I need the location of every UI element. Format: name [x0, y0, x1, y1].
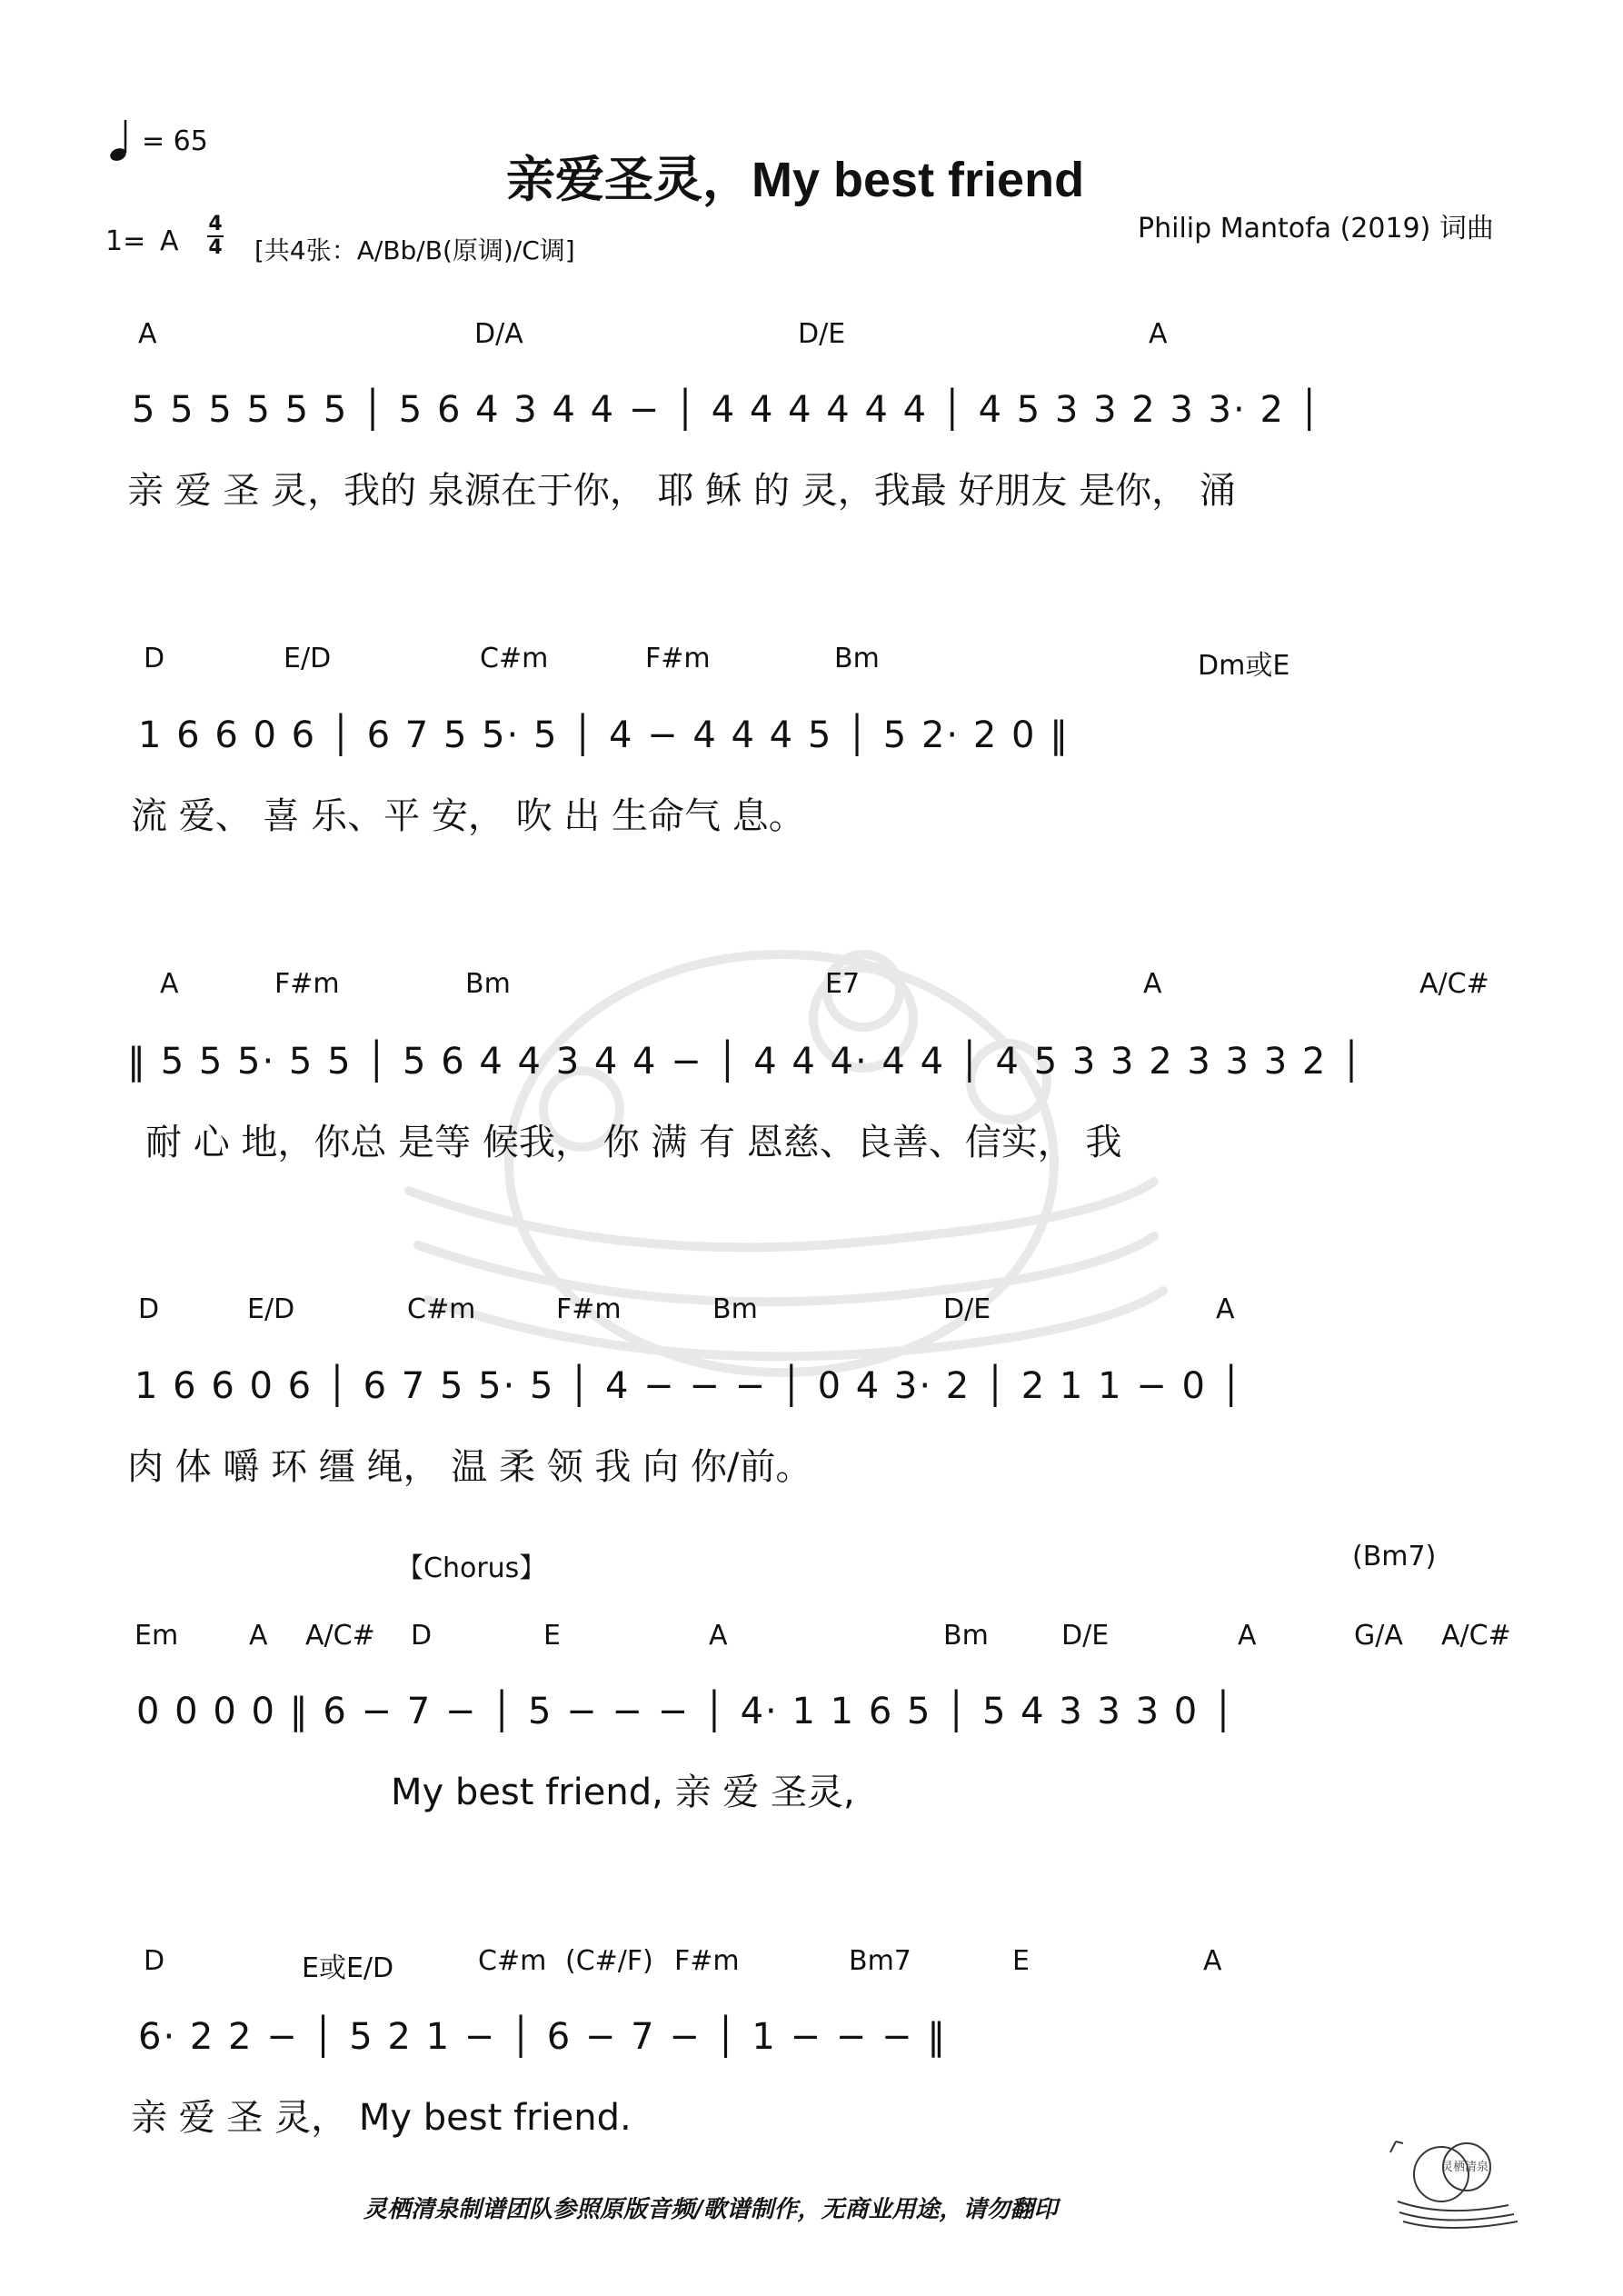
lyric-line: 耐 心 地，你总 是等 候我， 你 满 有 恩慈、良善、信实， 我 [145, 1122, 1122, 1163]
lyric-line: 亲 爱 圣 灵，我的 泉源在于你， 耶 稣 的 灵，我最 好朋友 是你， 涌 [127, 470, 1236, 512]
chord: A [1143, 968, 1162, 1000]
author: Philip Mantofa (2019) 词曲 [1138, 213, 1494, 245]
chord: A [138, 318, 157, 350]
notation-line: 1 6 6 0 6 │ 6 7 5 5· 5 │ 4 − 4 4 4 5 │ 5 2· 2 0 ‖ [138, 714, 1070, 756]
key-name: A [160, 225, 179, 257]
chord: D [144, 643, 165, 674]
chord: (Bm7) [1352, 1541, 1437, 1572]
chord: C#m [407, 1293, 476, 1325]
chord: A [249, 1620, 268, 1652]
chord: E/D [284, 643, 332, 674]
chord: A [1203, 1945, 1222, 1977]
chord: A [1238, 1620, 1257, 1652]
notation-line: 6· 2 2 − │ 5 2 1 − │ 6 − 7 − │ 1 − − − ‖ [138, 2016, 948, 2058]
chord: F#m [674, 1945, 740, 1977]
key-versions: [共4张：A/Bb/B(原调)/C调] [254, 235, 575, 265]
chord: D/A [474, 318, 523, 350]
chord: Em [134, 1620, 179, 1652]
lyric-line: My best friend, 亲 爱 圣灵, [391, 1772, 855, 1813]
section-label: 【Chorus】 [396, 1552, 547, 1584]
chord: C#m [478, 1945, 547, 1977]
tempo-value: = 65 [142, 125, 208, 157]
chord: E/D [247, 1293, 295, 1325]
notation-line: ‖ 5 5 5· 5 5 │ 5 6 4 4 3 4 4 − │ 4 4 4· 4 4 │ 4 5 3 3 2 3 3 3 2 │ [127, 1041, 1365, 1083]
time-signature-bottom: 4 [208, 236, 223, 259]
stamp-text: 灵栖清泉 [1440, 2161, 1489, 2174]
chord: A/C# [305, 1620, 375, 1652]
chord: C#m [480, 643, 549, 674]
page-title: 亲爱圣灵，My best friend [506, 153, 1085, 207]
chord: E [543, 1620, 561, 1652]
chord: D [411, 1620, 433, 1652]
chord: A [160, 968, 179, 1000]
chord: D/E [1061, 1620, 1110, 1652]
chord: A/C# [1419, 968, 1489, 1000]
time-signature-top: 4 [208, 213, 223, 235]
chord: D [138, 1293, 160, 1325]
quarter-note-icon [109, 118, 136, 162]
footer-note: 灵栖清泉制谱团队参照原版音频/歌谱制作，无商业用途，请勿翻印 [363, 2196, 1058, 2223]
chord: Bm7 [849, 1945, 911, 1977]
lyric-line: 流 爱、 喜 乐、平 安， 吹 出 生命气 息。 [131, 795, 805, 837]
key-prefix: 1= [105, 225, 146, 257]
lyric-line: 肉 体 嚼 环 缰 绳， 温 柔 领 我 向 你/前。 [127, 1446, 812, 1488]
chord: E或E/D [302, 1952, 394, 1984]
chord: Bm [834, 643, 880, 674]
chord: D/E [798, 318, 846, 350]
chord: Bm [712, 1293, 758, 1325]
chord: Dm或E [1198, 650, 1290, 682]
notation-line: 1 6 6 0 6 │ 6 7 5 5· 5 │ 4 − − − │ 0 4 3· 2 │ 2 1 1 − 0 │ [134, 1365, 1244, 1407]
chord: (C#/F) [565, 1945, 653, 1977]
chord: D/E [943, 1293, 991, 1325]
chord: G/A [1354, 1620, 1403, 1652]
notation-line: 5 5 5 5 5 5 │ 5 6 4 3 4 4 − │ 4 4 4 4 4 4 │ 4 5 3 3 2 3 3· 2 │ [132, 389, 1322, 431]
lyric-line: 亲 爱 圣 灵， My best friend. [131, 2097, 632, 2139]
chord: Bm [943, 1620, 989, 1652]
chord: A [709, 1620, 728, 1652]
chord: Bm [465, 968, 511, 1000]
chord: F#m [274, 968, 340, 1000]
chord: A [1149, 318, 1168, 350]
chord: D [144, 1945, 165, 1977]
sheep-logo-stamp-icon [1381, 2127, 1527, 2231]
chord: A/C# [1441, 1620, 1511, 1652]
notation-line: 0 0 0 0 ‖ 6 − 7 − │ 5 − − − │ 4· 1 1 6 5 │ 5 4 3 3 3 0 │ [136, 1691, 1237, 1732]
chord: A [1216, 1293, 1235, 1325]
chord: E [1012, 1945, 1030, 1977]
chord: F#m [556, 1293, 622, 1325]
chord: F#m [645, 643, 711, 674]
chord: E7 [825, 968, 861, 1000]
